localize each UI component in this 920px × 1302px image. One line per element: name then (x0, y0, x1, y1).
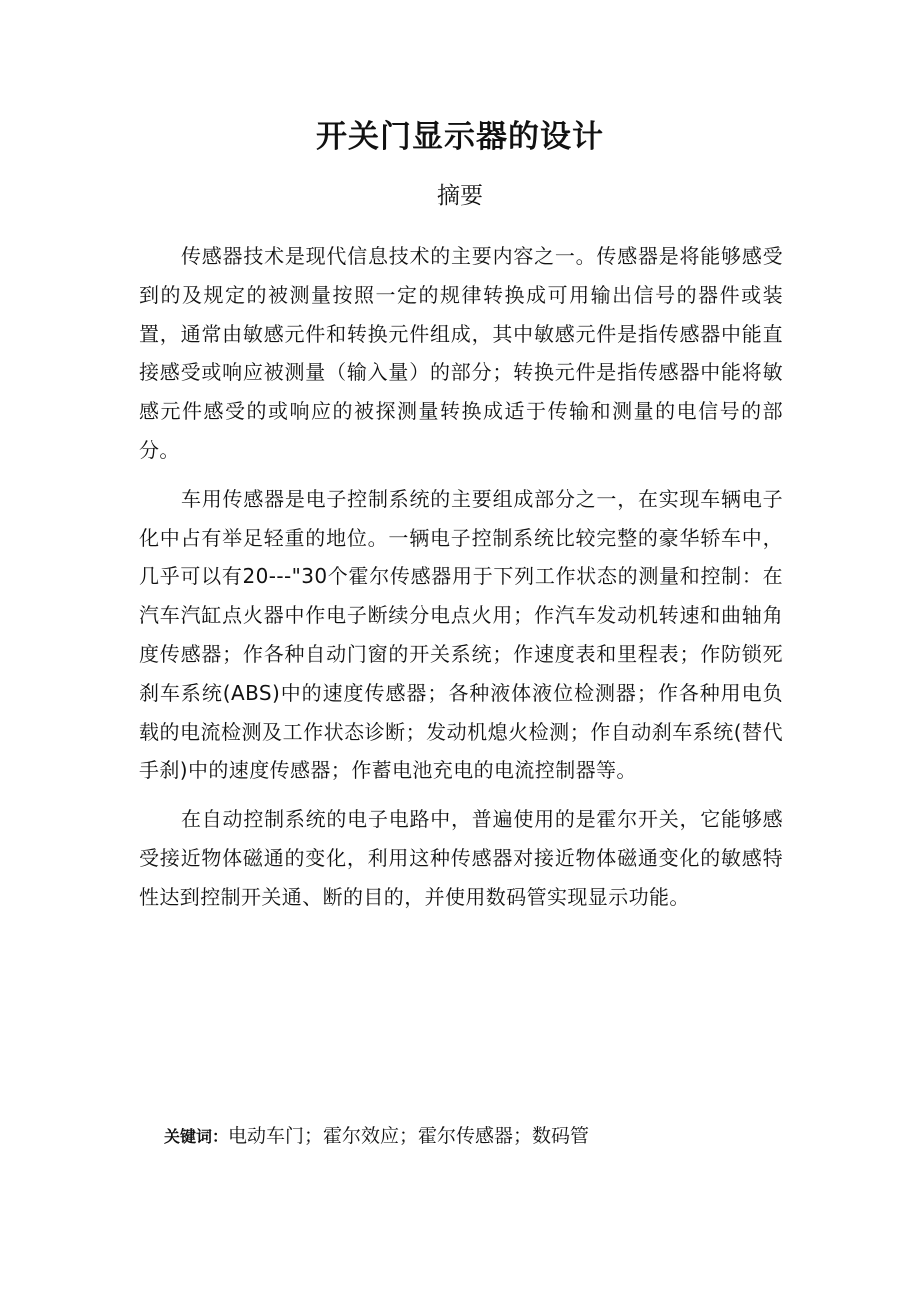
abstract-paragraph-2: 车用传感器是电子控制系统的主要组成部分之一，在实现车辆电子化中占有举足轻重的地位。一辆电子控制系统比较完整的豪华轿车中，几乎可以有20---"30个霍尔传感器用于下列工作状态的测量和控制：在汽车汽缸点火器中作电子断续分电点火用；作汽车发动机转速和曲轴角度传感器；作各种自动门窗的开关系统；作速度表和里程表；作防锁死刹车系统(ABS)中的速度传感器；各种液体液位检测器；作各种用电负载的电流检测及工作状态诊断；发动机熄火检测；作自动刹车系统(替代手刹)中的速度传感器；作蓄电池充电的电流控制器等。 (139, 486, 783, 783)
abstract-paragraph-1: 传感器技术是现代信息技术的主要内容之一。传感器是将能够感受到的及规定的被测量按照一定的规律转换成可用输出信号的器件或装置，通常由敏感元件和转换元件组成，其中敏感元件是指传感器中能直接感受或响应被测量（输入量）的部分；转换元件是指传感器中能将敏感元件感受的或响应的被探测量转换成适于传输和测量的电信号的部分。 (139, 244, 783, 462)
document-title: 开关门显示器的设计 (316, 119, 604, 155)
keywords-line (164, 1119, 784, 1154)
keywords-label: 关键词： (164, 1127, 229, 1146)
keywords-value: 电动车门；霍尔效应；霍尔传感器；数码管 (228, 1125, 590, 1147)
abstract-body (139, 237, 783, 927)
abstract-heading: 摘要 (437, 183, 483, 209)
abstract-paragraph-3: 在自动控制系统的电子电路中，普遍使用的是霍尔开关，它能够感受接近物体磁通的变化，利用这种传感器对接近物体磁通变化的敏感特性达到控制开关通、断的目的，并使用数码管实现显示功能。 (139, 807, 783, 909)
